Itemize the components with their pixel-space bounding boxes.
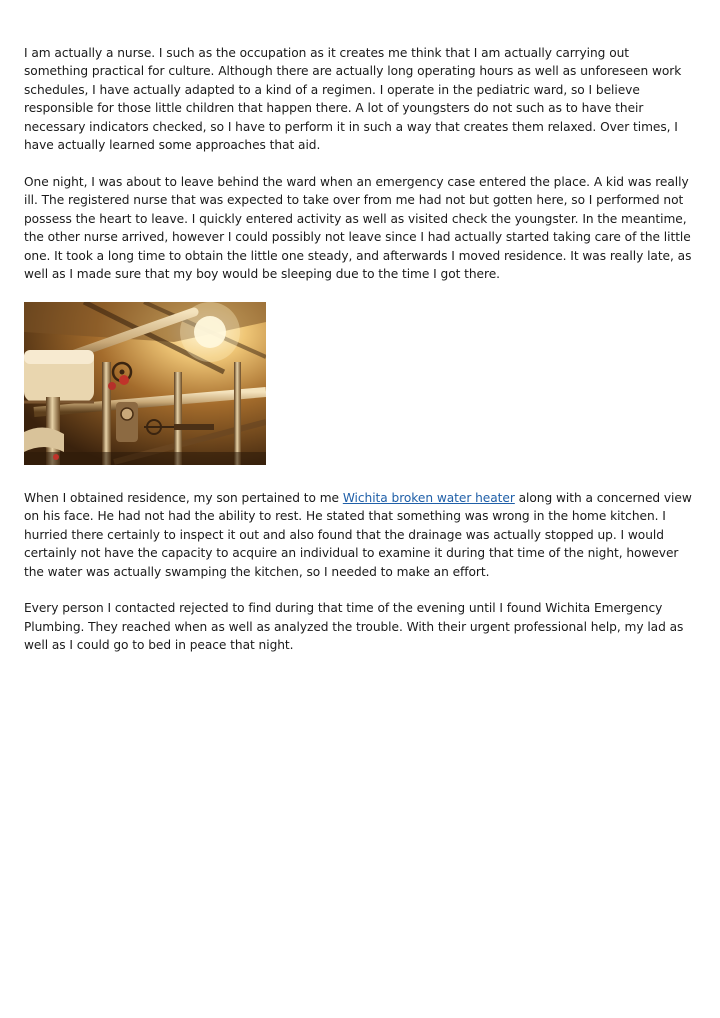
paragraph-2: One night, I was about to leave behind the ward when an emergency case entered the place. A kid was really ill. The registered nurse that was expected to take over from me had not but gotten here, so I performed not possess the heart to leave. I quickly entered activity as well as visited check the youngster. In the meantime, the other nurse arrived, however I could possibly not leave since I had actually started taking care of the little one. It took a long time to obtain the little one steady, and afterwards I moved residence. It was really late, as well as I made sure that my boy would be sleeping due to the time I got there.: [24, 174, 692, 281]
paragraph-3: [24, 489, 696, 581]
basement-pipes-photo: [24, 302, 266, 465]
wichita-water-heater-link[interactable]: Wichita broken water heater: [342, 490, 515, 505]
paragraph-1: I am actually a nurse. I such as the occupation as it creates me think that I am actually carrying out something practical for culture. Although there are actually long operating hours as well as unforeseen work schedules, I have actually adapted to a kind of a regimen. I operate in the pediatric ward, so I believe responsible for those little children that happen there. A lot of youngsters do not such as to have their necessary indicators checked, so I have to perform it in such a way that creates them relaxed. Over times, I have actually learned some approaches that aid.: [24, 46, 682, 153]
article-body: [24, 44, 696, 673]
paragraph-4: Every person I contacted rejected to find during that time of the evening until I found Wichita Emergency Plumbing. They reached when as well as analyzed the trouble. With their urgent professional help, my lad as well as I could go to bed in peace that night.: [24, 601, 684, 653]
paragraph-3-lead: When I obtained residence, my son pertained to me: [24, 490, 343, 505]
paragraph-3-rest: along with a concerned view on his face. He had not had the ability to rest. He stated that something was wrong in the home kitchen. I hurried there certainly to inspect it out and also found that the drainage was actually stopped up. I would certainly not have the capacity to acquire an individual to examine it during that time of the night, however the water was actually swamping the kitchen, so I needed to make an effort.: [24, 490, 692, 579]
